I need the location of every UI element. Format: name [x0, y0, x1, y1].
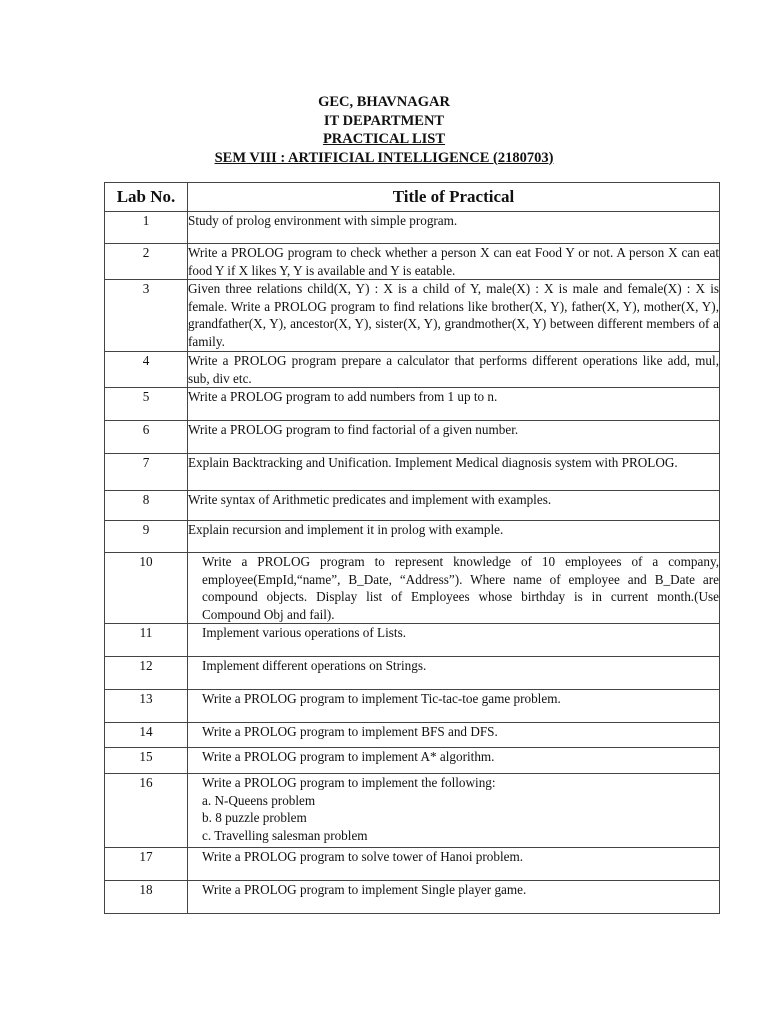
- table-row: [105, 244, 720, 280]
- table-row: [105, 748, 720, 774]
- table-row: [105, 421, 720, 454]
- table-header-row: [105, 183, 720, 212]
- practical-title: Write a PROLOG program to implement Tic-tac-toe game problem.: [202, 691, 561, 706]
- table-row: [105, 454, 720, 491]
- table-row: [105, 848, 720, 881]
- practical-title: Implement different operations on Strings.: [202, 658, 427, 673]
- lab-number: 14: [105, 723, 188, 748]
- practical-title-cell: [188, 881, 720, 914]
- practical-title-cell: [188, 280, 720, 352]
- lab-number: 7: [105, 454, 188, 491]
- lab-number: 11: [105, 624, 188, 657]
- practical-title: Write a PROLOG program to implement Single player game.: [202, 882, 527, 897]
- table-row: [105, 624, 720, 657]
- lab-number: 15: [105, 748, 188, 774]
- practical-title-cell: [188, 553, 720, 624]
- practical-title-cell: [188, 657, 720, 690]
- lab-number: 4: [105, 352, 188, 388]
- practical-title-cell: [188, 748, 720, 774]
- practical-title-cell: [188, 244, 720, 280]
- lab-number: 5: [105, 388, 188, 421]
- table-row: [105, 352, 720, 388]
- table-row: [105, 388, 720, 421]
- lab-number: 18: [105, 881, 188, 914]
- practical-title: Study of prolog environment with simple program.: [188, 213, 458, 228]
- practical-title-cell: [188, 723, 720, 748]
- institute-name: GEC, BHAVNAGAR: [318, 94, 450, 110]
- lab-number: 10: [105, 553, 188, 624]
- practical-title: Explain recursion and implement it in prolog with example.: [188, 522, 504, 537]
- lab-number: 9: [105, 521, 188, 553]
- practical-title-cell: [188, 521, 720, 553]
- table-row: [105, 553, 720, 624]
- list-title: PRACTICAL LIST: [322, 131, 446, 147]
- lab-number: 6: [105, 421, 188, 454]
- table-row: [105, 881, 720, 914]
- practical-title-cell: [188, 624, 720, 657]
- table-row: [105, 212, 720, 244]
- practical-title: Write a PROLOG program to solve tower of Hanoi problem.: [202, 849, 524, 864]
- practical-title: Write a PROLOG program to implement A* algorithm.: [202, 749, 495, 764]
- practical-title-cell: [188, 774, 720, 848]
- table-row: [105, 521, 720, 553]
- practical-title: Implement various operations of Lists.: [202, 625, 407, 640]
- practical-title-cell: [188, 212, 720, 244]
- lab-number: 8: [105, 491, 188, 521]
- practical-title: Write a PROLOG program to implement the following:: [202, 775, 496, 790]
- practical-title-cell: [188, 491, 720, 521]
- table-row: [105, 690, 720, 723]
- lab-number: 1: [105, 212, 188, 244]
- lab-number: 12: [105, 657, 188, 690]
- department-name: IT DEPARTMENT: [323, 112, 445, 129]
- subject-title: SEM VIII : ARTIFICIAL INTELLIGENCE (2180703): [214, 149, 554, 166]
- practical-title-cell: [188, 454, 720, 491]
- practical-title: Given three relations child(X, Y) : X is a child of Y, male(X) : X is male and female(X) : X is female. Write a PROLOG program to find relations like brother(X, Y), father(X, Y), mother(X, Y), grandfather(X, Y), ancestor(X, Y), sister(X, Y), grandmother(X, Y) between different members of a family.: [188, 281, 719, 349]
- practical-title-cell: [188, 690, 720, 723]
- practical-title: Write a PROLOG program to add numbers from 1 up to n.: [188, 389, 498, 404]
- practical-subitem: a. N-Queens problem: [202, 792, 316, 808]
- table-row: [105, 491, 720, 521]
- practical-title: Write a PROLOG program to implement BFS and DFS.: [202, 724, 498, 739]
- lab-number: 3: [105, 280, 188, 352]
- lab-number: 2: [105, 244, 188, 280]
- practical-title: Write a PROLOG program to check whether a person X can eat Food Y or not. A person X can eat food Y if X likes Y, Y is available and Y is eatable.: [188, 245, 719, 278]
- practical-title: Explain Backtracking and Unification. Implement Medical diagnosis system with PROLOG.: [188, 455, 678, 470]
- practical-title-cell: [188, 848, 720, 881]
- practical-title: Write syntax of Arithmetic predicates and implement with examples.: [188, 492, 552, 507]
- table-row: [105, 723, 720, 748]
- lab-number: 17: [105, 848, 188, 881]
- practical-title: Write a PROLOG program to represent knowledge of 10 employees of a company, employee(EmpId,“name”, B_Date, “Address”). Where name of employee and B_Date are compound objects. Display list of Employees whose birthday is in current month.(Use Compound Obj and fail).: [202, 554, 719, 622]
- practical-title-cell: [188, 421, 720, 454]
- table-row: [105, 657, 720, 690]
- lab-number: 16: [105, 774, 188, 848]
- table-row: [105, 280, 720, 352]
- practical-title: Write a PROLOG program prepare a calculator that performs different operations like add, mul, sub, div etc.: [188, 353, 719, 386]
- practical-list-table: [104, 182, 720, 914]
- practical-title-cell: [188, 388, 720, 421]
- lab-no-header: Lab No.: [105, 183, 188, 212]
- practical-title-cell: [188, 352, 720, 388]
- practical-subitem: b. 8 puzzle problem: [202, 810, 307, 825]
- practical-title: Write a PROLOG program to find factorial of a given number.: [188, 422, 519, 437]
- document-header: [0, 93, 768, 167]
- practical-subitem: c. Travelling salesman problem: [202, 827, 368, 843]
- title-header: Title of Practical: [188, 183, 720, 212]
- lab-number: 13: [105, 690, 188, 723]
- table-row: [105, 774, 720, 848]
